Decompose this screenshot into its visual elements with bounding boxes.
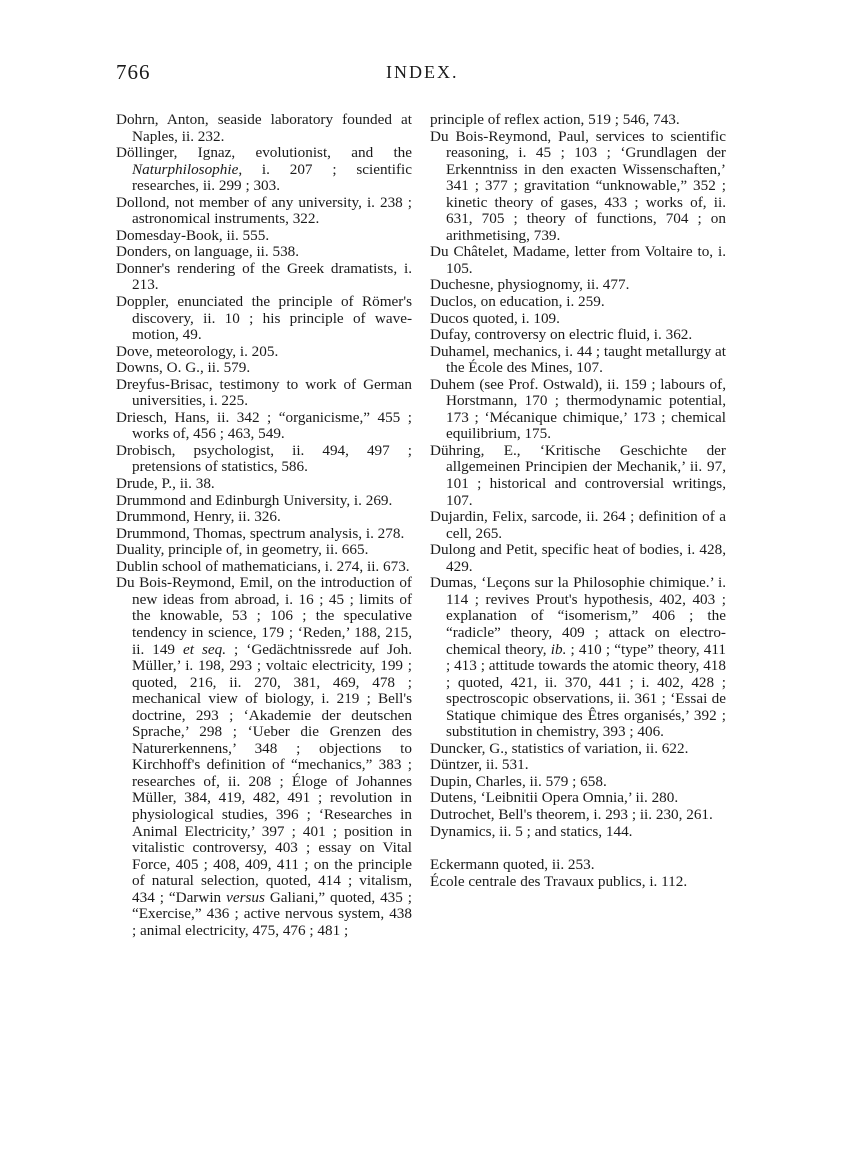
index-entry <box>430 344 726 377</box>
index-entry <box>430 244 726 277</box>
index-entry-italic: et seq. <box>183 640 227 658</box>
index-entry <box>116 526 412 543</box>
index-column-right <box>430 112 726 890</box>
index-entry-text: principle of reflex action, 519 ; 546, 743. <box>430 111 680 128</box>
index-entry-text: Dühring, E., ‘Kritische Geschichte der allgemeinen Principien der Mechanik,’ ii. 97, 101 ; historical and controversial writings, 107. <box>430 441 726 509</box>
index-entry <box>430 277 726 294</box>
index-entry-text: Duchesne, physiognomy, ii. 477. <box>430 276 630 294</box>
index-entry <box>116 195 412 228</box>
index-entry <box>116 509 412 526</box>
index-entry <box>430 575 726 740</box>
index-entry-text: Duclos, on education, i. 259. <box>430 293 605 311</box>
index-entry-text: Döllinger, Ignaz, evolutionist, and the <box>116 144 412 162</box>
index-entry <box>430 542 726 575</box>
index-entry-text: Dupin, Charles, ii. 579 ; 658. <box>430 772 607 790</box>
index-entry <box>116 542 412 559</box>
page-header <box>0 60 850 90</box>
index-entry-italic: versus <box>226 888 265 906</box>
index-entry <box>116 575 412 939</box>
index-entry <box>116 294 412 344</box>
index-entry <box>430 790 726 807</box>
index-entry <box>116 344 412 361</box>
index-entry <box>430 824 726 841</box>
index-entry-text: Dollond, not member of any university, i. 238 ; astronomical instruments, 322. <box>116 193 412 228</box>
index-entry-text: Düntzer, ii. 531. <box>430 756 529 774</box>
index-entry-text: Driesch, Hans, ii. 342 ; “organicisme,” 455 ; works of, 456 ; 463, 549. <box>116 408 412 443</box>
index-entry-text: Drude, P., ii. 38. <box>116 475 215 493</box>
index-entry-text: Duhem (see Prof. Ostwald), ii. 159 ; labours of, Horstmann, 170 ; thermodynamic potential, 173 ; ‘Mécanique chimique,’ 173 ; chemical equilibrium, 175. <box>430 375 726 443</box>
index-entry <box>116 228 412 245</box>
index-entry-text: Dumas, ‘Leçons sur la Philosophie chimique.’ i. 114 ; revives Prout's hypothesis, 402, 403 ; explanation of “isomerism,” 406 ; the “radicle” theory, 409 ; attack on electro-chemical theory, <box>430 574 726 658</box>
index-entry <box>430 443 726 509</box>
index-entry-text: Drobisch, psychologist, ii. 494, 497 ; pretensions of statistics, 586. <box>116 441 412 476</box>
index-entry-text: Donders, on language, ii. 538. <box>116 243 300 261</box>
index-entry-text: Duality, principle of, in geometry, ii. 665. <box>116 541 369 559</box>
index-entry-text: Dreyfus-Brisac, testimony to work of German universities, i. 225. <box>116 375 412 410</box>
index-entry <box>116 145 412 195</box>
index-entry-text: Eckermann quoted, ii. 253. <box>430 856 595 874</box>
index-entry <box>430 327 726 344</box>
index-entry <box>430 857 726 874</box>
index-entry <box>430 311 726 328</box>
index-entry-text: ; 410 ; “type” theory, 411 ; 413 ; attitude towards the atomic theory, 418 ; quoted, 421, ii. 370, 441 ; i. 402, 428 ; spectroscopic observations, ii. 361 ; ‘Essai de Statique chimique des Êtres organisés,’ 392 ; substitution in chemistry, 393 ; 406. <box>446 640 727 741</box>
index-entry-italic: ib. <box>550 640 567 658</box>
index-entry-text: Drummond and Edinburgh University, i. 269. <box>116 491 393 509</box>
index-entry <box>430 509 726 542</box>
page-number: 766 <box>116 60 151 84</box>
index-entry-text: Duhamel, mechanics, i. 44 ; taught metallurgy at the École des Mines, 107. <box>430 342 726 377</box>
index-entry <box>430 807 726 824</box>
index-entry <box>116 244 412 261</box>
index-entry <box>430 377 726 443</box>
index-column-left <box>116 112 412 939</box>
index-entry <box>116 559 412 576</box>
index-entry <box>430 112 726 129</box>
index-entry-text: Dutrochet, Bell's theorem, i. 293 ; ii. 230, 261. <box>430 805 713 823</box>
index-entry-text: Dove, meteorology, i. 205. <box>116 342 279 360</box>
index-entry <box>116 410 412 443</box>
index-entry-text: Du Bois-Reymond, Paul, services to scientific reasoning, i. 45 ; 103 ; ‘Grundlagen der Erkenntniss in den exacten Wissenschaften,’ 341 ; 377 ; gravitation “unknowable,” 352 ; kinetic theory of gases, 433 ; works of, ii. 631, 705 ; theory of functions, 704 ; on arithmetising, 739. <box>430 127 726 244</box>
index-entry <box>430 129 726 245</box>
index-entry-text: Dynamics, ii. 5 ; and statics, 144. <box>430 822 633 840</box>
index-entry <box>116 261 412 294</box>
index-entry-text: , i. 207 ; scientific researches, ii. 299 ; 303. <box>132 160 412 195</box>
index-entry-text: Dublin school of mathematicians, i. 274, ii. 673. <box>116 557 410 575</box>
index-entry-text: Galiani,” quoted, 435 ; “Exercise,” 436 ; active nervous system, 438 ; animal electricity, 475, 476 ; 481 ; <box>132 888 413 939</box>
index-entry-text: Dufay, controversy on electric fluid, i. 362. <box>430 326 693 344</box>
index-entry-text: Dulong and Petit, specific heat of bodies, i. 428, 429. <box>430 541 726 575</box>
index-entry <box>116 360 412 377</box>
index-entry <box>116 443 412 476</box>
index-entry <box>116 377 412 410</box>
index-entry-italic: Naturphilosophie <box>132 160 239 178</box>
index-entry <box>430 757 726 774</box>
index-entry-text: Dujardin, Felix, sarcode, ii. 264 ; definition of a cell, 265. <box>430 508 726 542</box>
index-entry-text: Drummond, Thomas, spectrum analysis, i. 278. <box>116 524 405 542</box>
index-entry <box>430 874 726 891</box>
running-head: INDEX. <box>386 62 459 82</box>
index-entry <box>116 476 412 493</box>
index-entry-text: École centrale des Travaux publics, i. 112. <box>430 872 688 890</box>
index-entry-text: Downs, O. G., ii. 579. <box>116 359 251 377</box>
index-entry <box>430 741 726 758</box>
index-entry-text: Dutens, ‘Leibnitii Opera Omnia,’ ii. 280. <box>430 789 679 807</box>
index-entry-text: Drummond, Henry, ii. 326. <box>116 508 281 526</box>
index-entry <box>430 294 726 311</box>
index-entry <box>116 493 412 510</box>
index-entry <box>430 774 726 791</box>
index-entry-text: Du Châtelet, Madame, letter from Voltaire to, i. 105. <box>430 243 726 277</box>
index-entry-text: Doppler, enunciated the principle of Römer's discovery, ii. 10 ; his principle of wave-motion, 49. <box>116 293 412 344</box>
index-entry-text: Ducos quoted, i. 109. <box>430 309 560 327</box>
index-entry <box>116 112 412 145</box>
index-entry-text: Donner's rendering of the Greek dramatists, i. 213. <box>116 259 412 294</box>
index-entry-text: Duncker, G., statistics of variation, ii. 622. <box>430 739 689 757</box>
index-entry-text: ; ‘Gedächtnissrede auf Joh. Müller,’ i. 198, 293 ; voltaic electricity, 199 ; quoted, 216, ii. 270, 381, 469, 478 ; mechanical view of biology, i. 219 ; Bell's doctrine, 293 ; ‘Akademie der deutschen Sprache,’ 298 ; ‘Ueber die Grenzen des Naturerkennens,’ 348 ; objections to Kirchhoff's definition of “mechanics,” 383 ; researches of, ii. 208 ; Éloge of Johannes Müller, 384, 419, 482, 491 ; revolution in physiological studies, 396 ; ‘Researches in Animal Electricity,’ 397 ; 401 ; position in vitalistic controversy, 403 ; essay on Vital Force, 405 ; 408, 409, 411 ; on the principle of natural selection, quoted, 414 ; vitalism, 434 ; “Darwin <box>132 640 412 906</box>
index-entry-text: Domesday-Book, ii. 555. <box>116 226 270 244</box>
index-entry-text: Dohrn, Anton, seaside laboratory founded at Naples, ii. 232. <box>116 111 412 145</box>
index-entry-text: Du Bois-Reymond, Emil, on the introduction of new ideas from abroad, i. 16 ; 45 ; limits of the knowable, 53 ; 106 ; the speculative tendency in science, 179 ; ‘Reden,’ 188, 215, ii. 149 <box>116 574 412 658</box>
